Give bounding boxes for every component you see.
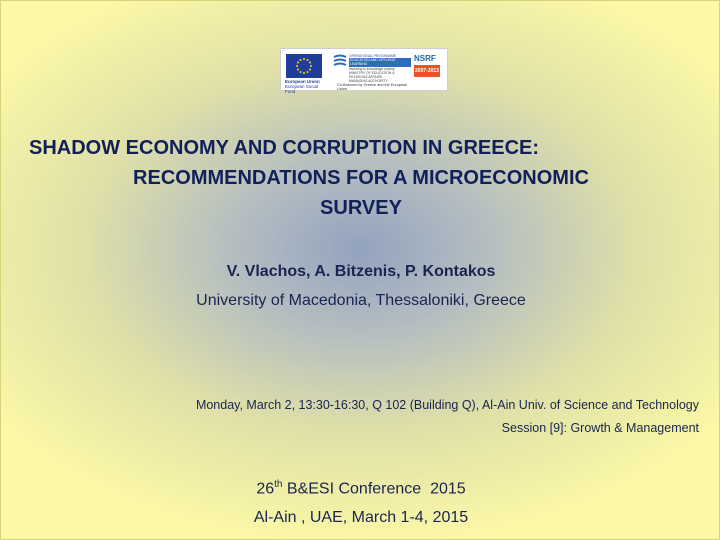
conference-title: B&ESI Conference 2015 [282, 480, 466, 498]
authors: V. Vlachos, A. Bitzenis, P. Kontakos [226, 263, 496, 280]
conference-number: 26 [256, 480, 275, 498]
programme-line: EDUCATION AND LIFELONG LEARNING [349, 58, 411, 66]
programme-line: investing in knowledge society [349, 66, 395, 71]
presentation-title [21, 133, 701, 223]
title-line-1: SHADOW ECONOMY AND CORRUPTION IN GREECE: [29, 137, 540, 159]
title-line-3: SURVEY [320, 197, 402, 219]
programme-line: MANAGING AUTHORITY [349, 79, 388, 84]
session-name: Session [9]: Growth & Management [501, 421, 699, 435]
cofinanced-text: Co-financed by Greece and the European Union [337, 83, 408, 91]
programme-line: OPERATIONAL PROGRAMME [349, 54, 397, 58]
nsrf-logo [412, 53, 445, 79]
conference-name [1, 479, 720, 498]
programme-text [349, 54, 411, 83]
programme-wave-icon [333, 54, 347, 70]
eu-flag-icon [286, 54, 322, 78]
session-info: Monday, March 2, 13:30-16:30, Q 102 (Building Q), Al-Ain Univ. of Science and Technology [195, 398, 699, 412]
nsrf-text: NSRF [414, 54, 436, 63]
sponsor-logo-strip [280, 48, 448, 94]
eu-label [285, 79, 329, 94]
affiliation: University of Macedonia, Thessaloniki, Greece [196, 292, 526, 309]
title-line-2: RECOMMENDATIONS FOR A MICROECONOMIC [133, 167, 589, 189]
programme-line: MINISTRY OF EDUCATION & RELIGIOUS AFFAIRS [349, 70, 395, 80]
nsrf-years: 2007-2013 [414, 65, 440, 77]
conference-ordinal: th [274, 479, 283, 490]
conference-location: Al-Ain , UAE, March 1-4, 2015 [253, 509, 469, 526]
eu-sublabel-text: European Social Fund [285, 84, 319, 94]
eu-label-text: European Union [285, 79, 320, 84]
